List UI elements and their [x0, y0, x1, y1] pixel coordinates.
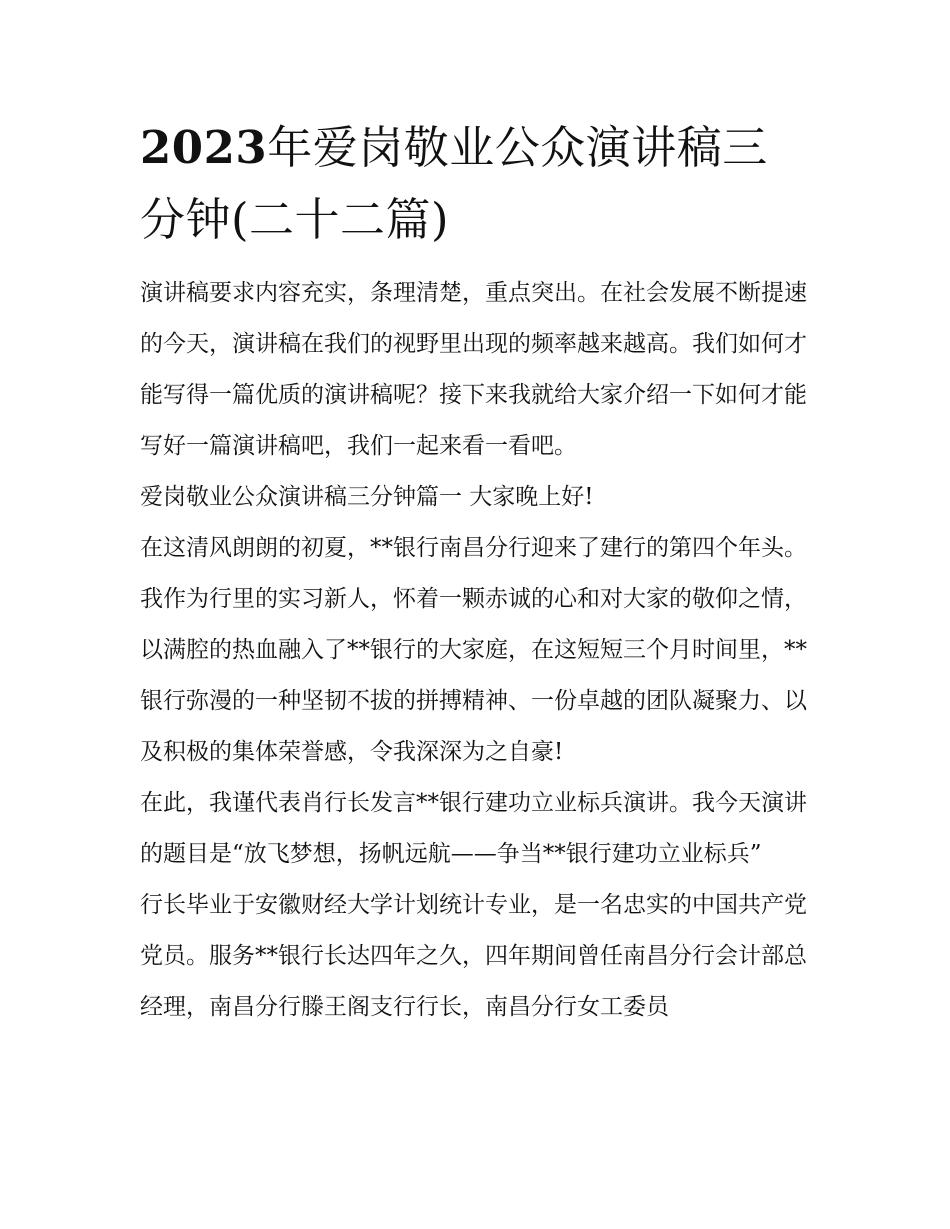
document-page	[140, 112, 812, 1033]
paragraph-intro: 演讲稿要求内容充实，条理清楚，重点突出。在社会发展不断提速的今天，演讲稿在我们的视野里出现的频率越来越高。我们如何才能写得一篇优质的演讲稿呢？接下来我就给大家介绍一下如何才能写好一篇演讲稿吧，我们一起来看一看吧。	[140, 280, 807, 459]
paragraph-section-heading: 爱岗敬业公众演讲稿三分钟篇一 大家晚上好!	[140, 484, 594, 510]
paragraph-body-3: 行长毕业于安徽财经大学计划统计专业，是一名忠实的中国共产党党员。服务**银行长达四年之久，四年期间曾任南昌分行会计部总经理，南昌分行滕王阁支行行长，南昌分行女工委员	[140, 892, 807, 1020]
paragraph-body-1: 在这清风朗朗的初夏，**银行南昌分行迎来了建行的第四个年头。我作为行里的实习新人，怀着一颗赤诚的心和对大家的敬仰之情，以满腔的热血融入了**银行的大家庭，在这短短三个月时间里，**银行弥漫的一种坚韧不拔的拼搏精神、一份卓越的团队凝聚力、以及积极的集体荣誉感，令我深深为之自豪!	[140, 535, 807, 765]
title-year: 2023	[140, 121, 268, 174]
title-text: 年爱岗敬业公众演讲稿三分钟(二十二篇)	[140, 121, 768, 246]
document-title	[140, 112, 812, 256]
paragraph-body-2: 在此，我谨代表肖行长发言**银行建功立业标兵演讲。我今天演讲的题目是“放飞梦想，扬帆远航——争当**银行建功立业标兵”	[140, 790, 807, 867]
